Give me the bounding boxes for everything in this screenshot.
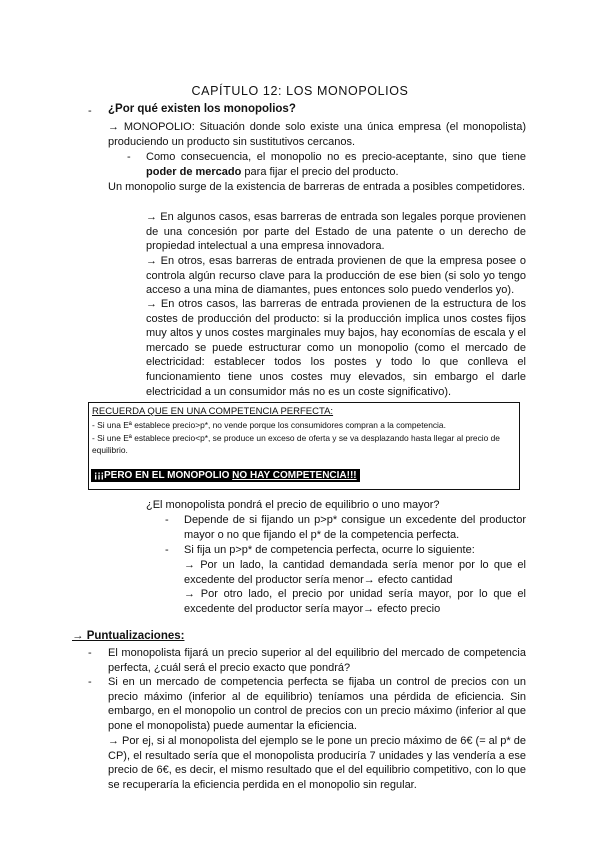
barriers-text: Un monopolio surge de la existencia de barreras de entrada a posibles competidores. <box>108 181 526 193</box>
clarification-example: → Por ej, si al monopolista del ejemplo se le pone un precio máximo de 6€ (= al p* de CP), el resultado sería que el monopolista produciría 7 unidades y las vendería a ese precio de 6€, es decir, el mismo resultado que el del equilibrio competitivo, con lo que se recuperaría la eficiencia perdida en el monopolio sin regular. <box>108 735 526 791</box>
bullet-dash: - <box>88 676 92 688</box>
bullet-dash: - <box>88 647 92 659</box>
bullet-dash: - <box>88 105 92 117</box>
if-fixes-text: Si fija un p>p* de competencia perfecta, ocurre lo siguiente: <box>184 544 475 556</box>
consequence-text: Como consecuencia, el monopolio no es precio-aceptante, sino que tiene poder de mercado para fijar el precio del producto. <box>146 151 526 178</box>
depends-text: Depende de si fijando un p>p* consigue un excedente del productor mayor o no que fijando el p* de la competencia perfecta. <box>184 514 526 541</box>
case-key-resource: → En otros, esas barreras de entrada provienen de que la empresa posee o controla algún recurso clave para la producción de ese bien (si solo yo tengo acceso a una mina de diamantes, pues entonces solo puedo venderlos yo). <box>146 255 526 297</box>
bullet-dash-sub: - <box>165 514 169 526</box>
price-effect-text: → Por otro lado, el precio por unidad sería mayor, por lo que el excedente del productor sería mayor→ efecto precio <box>184 588 526 615</box>
question-why-monopolies: ¿Por qué existen los monopolios? <box>108 103 296 115</box>
quantity-effect-text: → Por un lado, la cantidad demandada sería menor por lo que el excedente del productor sería menor→ efecto cantidad <box>184 559 526 586</box>
clarifications-header: → Puntualizaciones: <box>72 630 185 642</box>
reminder-line-1: - Si una Eª establece precio>p*, no vende porque los consumidores compran a la competencia. <box>92 420 446 430</box>
equilibrium-question: ¿El monopolista pondrá el precio de equilibrio o uno mayor? <box>146 499 440 511</box>
clarification-2: Si en un mercado de competencia perfecta se fijaba un control de precios con un precio máximo (inferior al de equilibrio) teníamos una pérdida de eficiencia. Sin embargo, en el monopolio un control de precios con un precio máximo (inferior al que pone el monopolista) puede aumentar la eficiencia. <box>108 676 526 732</box>
monopoly-warning-banner: ¡¡¡PERO EN EL MONOPOLIO NO HAY COMPETENCIA!!! <box>91 469 360 482</box>
clarification-1: El monopolista fijará un precio superior al del equilibrio del mercado de competencia perfecta, ¿cuál será el precio exacto que pondrá? <box>108 647 526 674</box>
bullet-dash-sub: - <box>165 544 169 556</box>
case-cost-structure: → En otros casos, las barreras de entrada provienen de la estructura de los costes de producción del producto: si la producción implica unos costes fijos muy altos y unos costes marginales muy bajos, hay economías de escala y el mercado se puede estructurar como un monopolio (como el mercado de electricidad: establecer todos los postes y todo lo que conlleva el funcionamiento tiene unos costes muy elevados, sin embargo el darle electricidad a un consumidor más no es un coste significativo). <box>146 298 526 398</box>
page-title: CAPÍTULO 12: LOS MONOPOLIOS <box>191 84 409 98</box>
bullet-dash-sub: - <box>127 151 131 163</box>
reminder-box <box>88 402 520 490</box>
reminder-heading: RECUERDA QUE EN UNA COMPETENCIA PERFECTA: <box>92 406 334 417</box>
reminder-line-2: - Si une Eª establece precio<p*, se produce un exceso de oferta y se va desplazando hasta llegar al precio de equilibrio. <box>92 433 500 455</box>
case-legal-barriers: → En algunos casos, esas barreras de entrada son legales porque provienen de una concesión por parte del Estado de una patente o un derecho de propiedad intelectual a una empresa innovadora. <box>146 211 526 253</box>
monopoly-definition: → MONOPOLIO: Situación donde solo existe una única empresa (el monopolista) produciendo un producto sin sustitutivos cercanos. <box>108 121 526 148</box>
